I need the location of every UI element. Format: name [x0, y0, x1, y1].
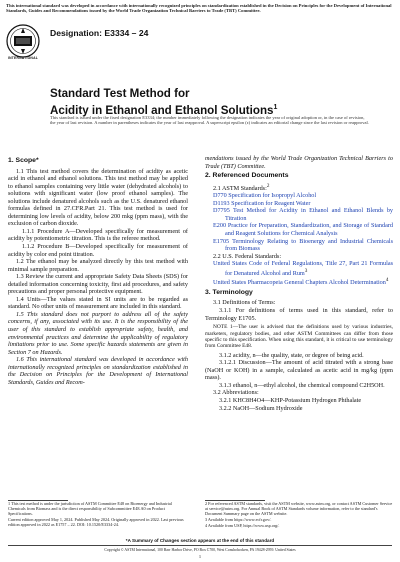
reference-code-link[interactable]: D770 [213, 192, 227, 200]
para-1-3: 1.3 Review the current and appropriate Safety Data Sheets (SDS) for detailed information concerning toxicity, first aid procedures, and safety precautions and proper personal protective equipment. [8, 273, 188, 296]
reference-title-link[interactable]: United States Code of Federal Regulations, Title 27, Part 21 Formulas for Denatured Alcohol and Rum [213, 260, 393, 277]
reference-code-link[interactable]: E200 [213, 222, 227, 230]
para-3-2-2: 3.2.2 NaOH—Sodium Hydroxide [219, 404, 303, 412]
para-3-2: 3.2 Abbreviations: [213, 389, 259, 397]
title-line-2: Acidity in Ethanol and Ethanol Solutions$^1$ [50, 103, 278, 117]
astm-logo-icon [6, 24, 40, 58]
footnote-4: 4 Available from USP, https://www.usp.org/. [205, 523, 280, 529]
astm-reference-item[interactable] [205, 222, 393, 237]
para-2-2: 2.2 U.S. Federal Standards: [213, 252, 282, 260]
bottom-divider [8, 545, 392, 546]
astm-reference-item[interactable] [205, 238, 393, 253]
title-line-1: Standard Test Method for [50, 87, 190, 100]
footnote-3: 3 Available from https://www.ecfr.gov/. [205, 517, 272, 523]
section-heading-referenced-documents: 2. Referenced Documents [205, 172, 289, 180]
reference-code-link[interactable]: E1705 [213, 237, 230, 245]
reference-code-link[interactable]: D1193 [213, 199, 230, 207]
para-1-6: 1.6 This international standard was developed in accordance with internationally recognized principles on standardization established in the Decision on Principles for the Development of International Standards, Guides and Recom- [8, 356, 188, 386]
reference-footnote-mark: 3 [304, 267, 308, 274]
para-3-1-3: 3.1.3 ethanol, n—ethyl alcohol, the chemical compound C2H5OH. [219, 381, 385, 389]
astm-reference-item[interactable] [205, 200, 393, 208]
para-3-1: 3.1 Definitions of Terms: [213, 299, 276, 307]
para-3-1-2: 3.1.2 acidity, n—the quality, state, or degree of being acid. [219, 351, 364, 359]
reference-title-link[interactable]: United States Pharmacopeia General Chapters Alcohol Determination [213, 279, 386, 287]
logo-wordmark: INTERNATIONAL [7, 56, 39, 60]
federal-reference-list [205, 260, 393, 287]
para-3-1-2-1: 3.1.2.1 Discussion—The amount of acid titrated with a strong base (NaOH or KOH) in a sample, calculated as acetic acid in mg/kg (ppm mass). [205, 359, 393, 382]
astm-reference-item[interactable] [205, 192, 393, 200]
footnote-2: 2 For referenced ASTM standards, visit the ASTM website, www.astm.org, or contact ASTM Customer Service at service@astm.org. For Annual Book of ASTM Standards volume information, refer to the standard's Document Summary page on the ASTM website. [205, 501, 393, 517]
issuance-note: This standard is issued under the fixed designation E3334; the number immediately following the designation indicates the year of original adoption or, in the case of revision, the year of last revision. A number in parentheses indicates the year of last reapproval. A superscript epsilon (ε) indicates an editorial change since the last revision or reapproval. [50, 115, 369, 126]
para-1-1: 1.1 This test method covers the determination of acidity as acetic acid in ethanol and ethanol solutions. This test method may be applied to ethanol samples containing very little water (dehydrated alcohols) to solutions with significant water (low proof ethanol samples). The solutions include denatured alcohols such as the U.S. denatured ethanol formulas defined in 27.CFR.Part 21. This test method is used for determining low levels of acidity, below 200 mkg (ppm mass), with the exclusion of carbon dioxide. [8, 167, 188, 228]
reference-title-link[interactable]: Test Method for Acidity in Ethanol and Ethanol Blends by Titration [225, 207, 394, 222]
section-heading-terminology: 3. Terminology [205, 288, 253, 296]
footnotes-left [8, 500, 188, 528]
astm-reference-list [205, 192, 393, 252]
footnote-1: 1 This test method is under the jurisdiction of ASTM Committee E48 on Bioenergy and Industrial Chemicals from Biomass and is the direct responsibility of Subcommittee E48.A0 on Product Specifications. [8, 501, 172, 517]
para-2-1: 2.1 ASTM Standards:$^2$ [213, 182, 270, 192]
title-footnote-mark: 1 [273, 103, 278, 111]
para-1-4: 1.4 Units—The values stated in SI units are to be regarded as standard. No other units of measurement are included in this standard. [8, 295, 188, 311]
federal-reference-item[interactable] [205, 277, 393, 287]
reference-title-link[interactable]: Specification for Reagent Water [231, 199, 311, 207]
footnotes-right [205, 500, 393, 529]
astm-reference-item[interactable] [205, 207, 393, 222]
trade-organization-banner: This international standard was developed in accordance with internationally recognized principles on standardization established in the Decision on Principles for the Development of International Standards, Guides and Recommendations issued by the World Trade Organization Technical Barriers to Trade (TBT) Committee. [6, 3, 392, 14]
reference-code-link[interactable]: D7795 [213, 207, 230, 215]
copyright-line: Copyright © ASTM International, 100 Barr Harbor Drive, PO Box C700, West Conshohocken, PA 19428-2959. United States [104, 548, 296, 552]
reference-title-link[interactable]: Specification for Isopropyl Alcohol [228, 192, 317, 200]
para-1-1-1: 1.1.1 Procedure A—Developed specifically for measurement of acidity by potentiometric titration. This is the referee method. [8, 227, 188, 243]
footnote-edition: Current edition approved May 1, 2024. Published May 2024. Originally approved in 2022. Last previous edition approved in 2022 as E1757 – 22. DOI: 10.1520/E3334-24. [8, 517, 184, 528]
footnote-mark-2: 2 [266, 182, 270, 189]
reference-footnote-mark: 4 [385, 277, 389, 284]
para-3-2-1: 3.2.1 KHC8H4O4—KHP-Potassium Hydrogen Phthalate [219, 397, 362, 405]
reference-title-link[interactable]: Practice for Preparation, Standardization, and Storage of Standard and Reagent Solutions for Chemical Analysis [225, 222, 393, 237]
para-1-6-continued: mendations issued by the World Trade Organization Technical Barriers to Trade (TBT) Committee. [205, 155, 393, 170]
note-1: NOTE 1—The user is advised that the definitions used by various industries, marketers, regulatory bodies, and other ASTM Committees can differ from those specific to this specification. When using this standard, it is critical to use terminology from Committee E48. [205, 324, 393, 350]
para-3-1-1: 3.1.1 For definitions of terms used in this standard, refer to Terminology E1705. [205, 307, 393, 322]
para-1-2: 1.2 The ethanol may be analyzed directly by this test method with minimal sample preparation. [8, 258, 188, 273]
para-1-5: 1.5 This standard does not purport to address all of the safety concerns, if any, associated with its use. It is the responsibility of the user of this standard to establish appropriate safety, health, and environmental practices and determine the applicability of regulatory limitations prior to use. Some specific hazards statements are given in Section 7 on Hazards. [8, 310, 188, 356]
designation: Designation: E3334 – 24 [50, 28, 149, 38]
para-1-1-2: 1.1.2 Procedure B—Developed specifically for measurement of acidity by color end point titration. [8, 243, 188, 258]
document-title [50, 87, 380, 117]
page-number: 1 [198, 554, 202, 559]
summary-of-changes-note: *A Summary of Changes section appears at the end of this standard [125, 538, 275, 543]
section-heading-scope: 1. Scope* [8, 157, 39, 164]
right-column [205, 155, 393, 412]
reference-title-link[interactable]: Terminology Relating to Bioenergy and Industrial Chemicals from Biomass [225, 237, 393, 253]
federal-reference-item[interactable] [205, 260, 393, 277]
left-column [8, 155, 188, 386]
